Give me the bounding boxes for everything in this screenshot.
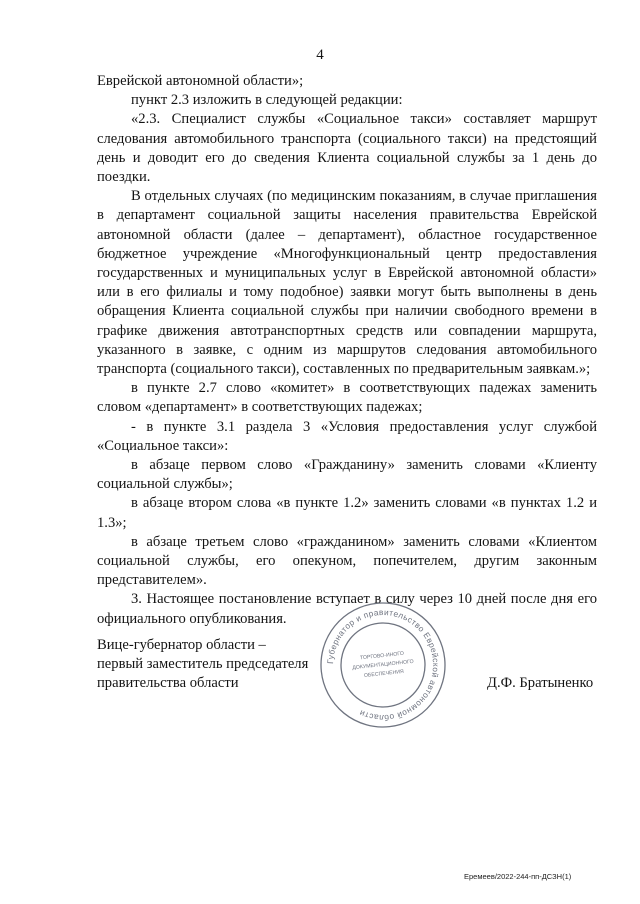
signer-title-line: Вице-губернатор области – bbox=[97, 637, 266, 653]
document-body bbox=[97, 72, 597, 629]
seal-inner-text-line: ТОРГОВО-ИНОГО bbox=[359, 650, 405, 662]
paragraph: пункт 2.3 изложить в следующей редакции: bbox=[131, 92, 403, 109]
page-number: 4 bbox=[316, 47, 324, 63]
signature-block bbox=[97, 636, 308, 694]
signer-title-line: первый заместитель председателя bbox=[97, 656, 309, 673]
official-seal-stamp bbox=[312, 594, 455, 737]
footer-document-reference: Еремеев/2022-244-пп-ДСЗН(1) bbox=[464, 872, 572, 881]
paragraph: - в пункте 3.1 раздела 3 «Условия предоставления услуг службой «Социальное такси»: bbox=[97, 418, 597, 454]
seal-inner-text-line: ОБЕСПЕЧЕНИЯ bbox=[363, 668, 405, 680]
paragraph: в абзаце третьем слово «гражданином» заменить словами «Клиентом социальной службы, его опекуном, попечителем, другим законным представителем». bbox=[97, 533, 597, 589]
paragraph: «2.3. Специалист службы «Социальное такси» составляет маршрут следования автомобильного транспорта (социального такси) на предстоящий день и доводит его до сведения Клиента социальной службы за 1 день до поездки. bbox=[97, 111, 597, 186]
seal-ring-text: Губернатор и правительство Еврейской автономной области bbox=[324, 606, 442, 724]
paragraph: в абзаце первом слово «Гражданину» заменить словами «Клиенту социальной службы»; bbox=[97, 457, 597, 493]
paragraph: В отдельных случаях (по медицинским показаниям, в случае приглашения в департамент социальной защиты населения правительства Еврейской автономной области (далее – департамент), областное государственное бюджетное учреждение «Многофункциональный центр предоставления государственных и муниципальных услуг в Еврейской автономной области» или в его филиалы и тому подобное) заявки могут быть выполнены в день обращения Клиента социальной службы при наличии свободного времени в графике движения автотранспортных средств или совпадении маршрута, указанного в заявке, с одним из маршрутов следования автомобильного транспорта (социального такси), составленных по предварительным заявкам.»; bbox=[97, 188, 597, 378]
seal-inner-text-line: ДОКУМЕНТАЦИОННОГО bbox=[352, 658, 414, 672]
signer-name: Д.Ф. Братыненко bbox=[487, 675, 594, 691]
signer-title-line: правительства области bbox=[97, 675, 239, 692]
paragraph: в пункте 2.7 слово «комитет» в соответствующих падежах заменить словом «департамент» в соответствующих падежах; bbox=[97, 380, 597, 416]
paragraph: в абзаце втором слова «в пункте 1.2» заменить словами «в пунктах 1.2 и 1.3»; bbox=[97, 495, 597, 531]
paragraph: 3. Настоящее постановление вступает в силу через 10 дней после дня его официального опубликования. bbox=[97, 591, 597, 627]
paragraph: Еврейской автономной области»; bbox=[97, 73, 304, 89]
